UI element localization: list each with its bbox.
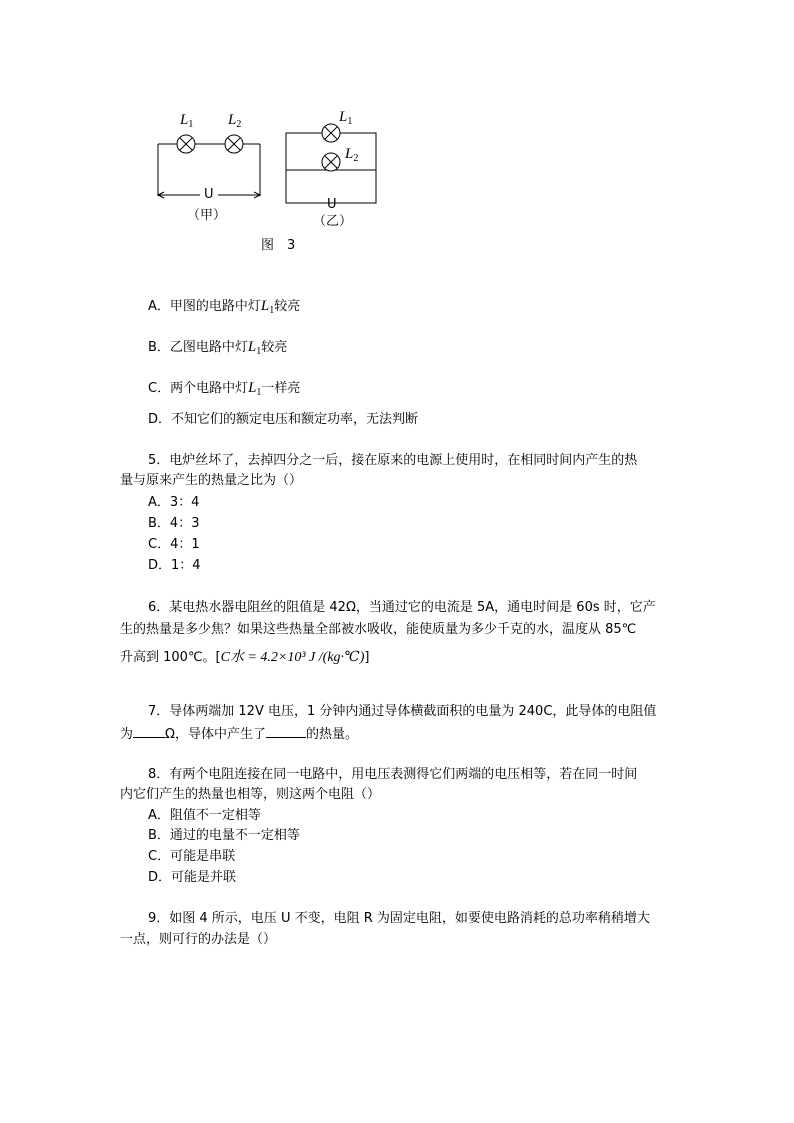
q5-option-d: D．1：4 bbox=[148, 558, 201, 573]
q8-option-c: C．可能是串联 bbox=[148, 849, 236, 864]
q4-option-d: D．不知它们的额定电压和额定功率，无法判断 bbox=[148, 412, 419, 427]
answer-blank-1[interactable] bbox=[133, 723, 165, 738]
q7-stem-line2: 为 Ω，导体中产生了 的热量。 bbox=[120, 723, 358, 745]
label-l1-yi: $L_1$ bbox=[339, 109, 353, 127]
q5-stem-line2: 量与原来产生的热量之比为（） bbox=[120, 473, 303, 488]
q8-stem-line1: 8．有两个电阻连接在同一电路中，用电压表测得它们两端的电压相等，若在同一时间 bbox=[148, 767, 638, 782]
q9-stem-line1: 9．如图 4 所示，电压 U 不变，电阻 R 为固定电阻，如要使电路消耗的总功率稍稍增大 bbox=[148, 911, 650, 926]
label-l2-jia: $L_2$ bbox=[228, 112, 242, 130]
q5-option-c: C．4：1 bbox=[148, 537, 200, 552]
q8-option-b: B．通过的电量不一定相等 bbox=[148, 828, 300, 843]
q7-stem-line1: 7．导体两端加 12V 电压，1 分钟内通过导体横截面积的电量为 240C，此导体的电阻值 bbox=[148, 704, 657, 719]
q6-stem-line2: 生的热量是多少焦？如果这些热量全部被水吸收，能使质量为多少千克的水，温度从 85℃ bbox=[120, 622, 637, 637]
q4-option-c: C．两个电路中灯$L_1$一样亮 bbox=[148, 380, 301, 398]
label-u-yi: U bbox=[327, 197, 337, 212]
q5-option-a: A．3：4 bbox=[148, 495, 200, 510]
label-u-jia: U bbox=[204, 187, 214, 202]
q5-stem-line1: 5．电炉丝坏了，去掉四分之一后，接在原来的电源上使用时，在相同时间内产生的热 bbox=[148, 453, 638, 468]
q6-stem-line1: 6．某电热水器电阻丝的阻值是 42Ω，当通过它的电流是 5A，通电时间是 60s 时，它产 bbox=[148, 600, 656, 615]
q6-stem-line3: 升高到 100℃。[C水 = 4.2×10³ J /(kg·℃)] bbox=[120, 650, 370, 665]
circuit-yi bbox=[286, 124, 376, 203]
q4-option-b: B．乙图电路中灯$L_1$较亮 bbox=[148, 339, 288, 357]
label-l2-yi: $L_2$ bbox=[345, 146, 359, 164]
figure-title: 图 3 bbox=[261, 238, 296, 253]
caption-jia: （甲） bbox=[187, 208, 227, 223]
specific-heat-formula: C水 = 4.2×10³ J /(kg·℃) bbox=[220, 650, 365, 665]
q5-option-b: B．4：3 bbox=[148, 516, 200, 531]
caption-yi: （乙） bbox=[313, 214, 353, 229]
q8-stem-line2: 内它们产生的热量也相等，则这两个电阻（） bbox=[120, 787, 381, 802]
q8-option-a: A．阻值不一定相等 bbox=[148, 808, 261, 823]
q8-option-d: D．可能是并联 bbox=[148, 870, 237, 885]
answer-blank-2[interactable] bbox=[266, 723, 306, 738]
label-l1-jia: $L_1$ bbox=[180, 112, 194, 130]
q4-option-a: A．甲图的电路中灯$L_1$较亮 bbox=[148, 298, 301, 316]
q9-stem-line2: 一点，则可行的办法是（） bbox=[120, 932, 277, 947]
